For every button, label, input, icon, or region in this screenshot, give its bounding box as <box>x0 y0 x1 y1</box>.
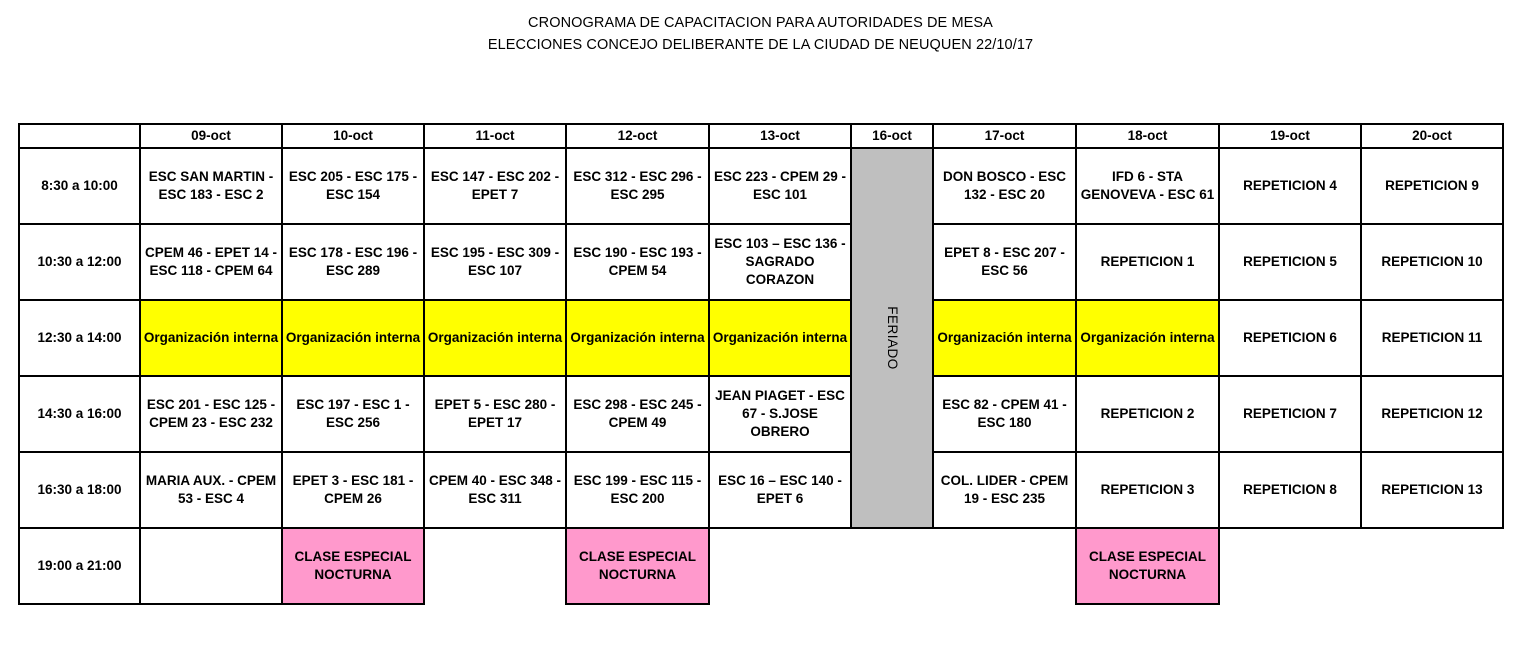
organizacion-cell: Organización interna <box>933 300 1076 376</box>
feriado-label: FERIADO <box>884 306 900 370</box>
schedule-cell: REPETICION 6 <box>1219 300 1361 376</box>
page-title <box>0 12 1521 56</box>
schedule-cell: COL. LIDER - CPEM 19 - ESC 235 <box>933 452 1076 528</box>
header-date: 09-oct <box>140 124 282 148</box>
schedule-cell: CPEM 40 - ESC 348 - ESC 311 <box>424 452 566 528</box>
organizacion-cell: Organización interna <box>424 300 566 376</box>
schedule-cell: ESC 16 – ESC 140 - EPET 6 <box>709 452 851 528</box>
schedule-cell: ESC 199 - ESC 115 - ESC 200 <box>566 452 709 528</box>
header-date: 13-oct <box>709 124 851 148</box>
empty-cell <box>140 528 282 604</box>
schedule-cell: IFD 6 - STA GENOVEVA - ESC 61 <box>1076 148 1219 224</box>
schedule-cell: REPETICION 4 <box>1219 148 1361 224</box>
empty-cell <box>424 528 566 604</box>
schedule-cell: ESC 201 - ESC 125 - CPEM 23 - ESC 232 <box>140 376 282 452</box>
empty-cell <box>1219 528 1361 604</box>
organizacion-cell: Organización interna <box>282 300 424 376</box>
schedule-cell: ESC 298 - ESC 245 - CPEM 49 <box>566 376 709 452</box>
time-slot: 16:30 a 18:00 <box>19 452 140 528</box>
schedule-cell: ESC 82 - CPEM 41 - ESC 180 <box>933 376 1076 452</box>
organizacion-cell: Organización interna <box>566 300 709 376</box>
time-slot: 14:30 a 16:00 <box>19 376 140 452</box>
schedule-cell: ESC 103 – ESC 136 - SAGRADO CORAZON <box>709 224 851 300</box>
schedule-cell: ESC 312 - ESC 296 - ESC 295 <box>566 148 709 224</box>
clase-especial-cell: CLASE ESPECIAL NOCTURNA <box>282 528 424 604</box>
table-row <box>19 148 1503 224</box>
schedule-cell: ESC 147 - ESC 202 - EPET 7 <box>424 148 566 224</box>
schedule-cell: REPETICION 13 <box>1361 452 1503 528</box>
schedule-cell: REPETICION 3 <box>1076 452 1219 528</box>
schedule-cell: REPETICION 5 <box>1219 224 1361 300</box>
schedule-cell: ESC SAN MARTIN - ESC 183 - ESC 2 <box>140 148 282 224</box>
schedule-cell: REPETICION 12 <box>1361 376 1503 452</box>
schedule-cell: REPETICION 8 <box>1219 452 1361 528</box>
empty-cell <box>1361 528 1503 604</box>
header-date: 20-oct <box>1361 124 1503 148</box>
organizacion-cell: Organización interna <box>709 300 851 376</box>
schedule-cell: REPETICION 2 <box>1076 376 1219 452</box>
header-corner <box>19 124 140 148</box>
schedule-cell: REPETICION 9 <box>1361 148 1503 224</box>
clase-especial-cell: CLASE ESPECIAL NOCTURNA <box>1076 528 1219 604</box>
schedule-cell: ESC 190 - ESC 193 - CPEM 54 <box>566 224 709 300</box>
schedule-cell: REPETICION 7 <box>1219 376 1361 452</box>
header-date: 19-oct <box>1219 124 1361 148</box>
table-row <box>19 452 1503 528</box>
schedule-cell: ESC 205 - ESC 175 - ESC 154 <box>282 148 424 224</box>
title-line-2: ELECCIONES CONCEJO DELIBERANTE DE LA CIUDAD DE NEUQUEN 22/10/17 <box>487 37 1034 53</box>
schedule-cell: JEAN PIAGET - ESC 67 - S.JOSE OBRERO <box>709 376 851 452</box>
empty-cell <box>851 528 933 604</box>
table-row <box>19 224 1503 300</box>
schedule-cell: EPET 3 - ESC 181 - CPEM 26 <box>282 452 424 528</box>
schedule-cell: REPETICION 11 <box>1361 300 1503 376</box>
header-date: 10-oct <box>282 124 424 148</box>
schedule-cell: EPET 5 - ESC 280 - EPET 17 <box>424 376 566 452</box>
clase-especial-cell: CLASE ESPECIAL NOCTURNA <box>566 528 709 604</box>
schedule-table <box>18 123 1504 605</box>
table-row <box>19 300 1503 376</box>
feriado-cell <box>851 148 933 528</box>
header-date: 11-oct <box>424 124 566 148</box>
time-slot: 12:30 a 14:00 <box>19 300 140 376</box>
time-slot: 19:00 a 21:00 <box>19 528 140 604</box>
schedule-cell: MARIA AUX. - CPEM 53 - ESC 4 <box>140 452 282 528</box>
schedule-cell: ESC 223 - CPEM 29 - ESC 101 <box>709 148 851 224</box>
header-row <box>19 124 1503 148</box>
schedule-cell: ESC 195 - ESC 309 - ESC 107 <box>424 224 566 300</box>
header-date: 17-oct <box>933 124 1076 148</box>
schedule-cell: ESC 197 - ESC 1 - ESC 256 <box>282 376 424 452</box>
schedule-cell: ESC 178 - ESC 196 - ESC 289 <box>282 224 424 300</box>
time-slot: 8:30 a 10:00 <box>19 148 140 224</box>
schedule-cell: REPETICION 10 <box>1361 224 1503 300</box>
table-row <box>19 376 1503 452</box>
table-row <box>19 528 1503 604</box>
header-date: 12-oct <box>566 124 709 148</box>
organizacion-cell: Organización interna <box>140 300 282 376</box>
organizacion-cell: Organización interna <box>1076 300 1219 376</box>
schedule-cell: CPEM 46 - EPET 14 - ESC 118 - CPEM 64 <box>140 224 282 300</box>
title-line-1: CRONOGRAMA DE CAPACITACION PARA AUTORIDADES DE MESA <box>528 15 993 31</box>
schedule-cell: EPET 8 - ESC 207 - ESC 56 <box>933 224 1076 300</box>
time-slot: 10:30 a 12:00 <box>19 224 140 300</box>
header-date: 16-oct <box>851 124 933 148</box>
empty-cell <box>933 528 1076 604</box>
header-date: 18-oct <box>1076 124 1219 148</box>
schedule-cell: DON BOSCO - ESC 132 - ESC 20 <box>933 148 1076 224</box>
schedule-cell: REPETICION 1 <box>1076 224 1219 300</box>
empty-cell <box>709 528 851 604</box>
